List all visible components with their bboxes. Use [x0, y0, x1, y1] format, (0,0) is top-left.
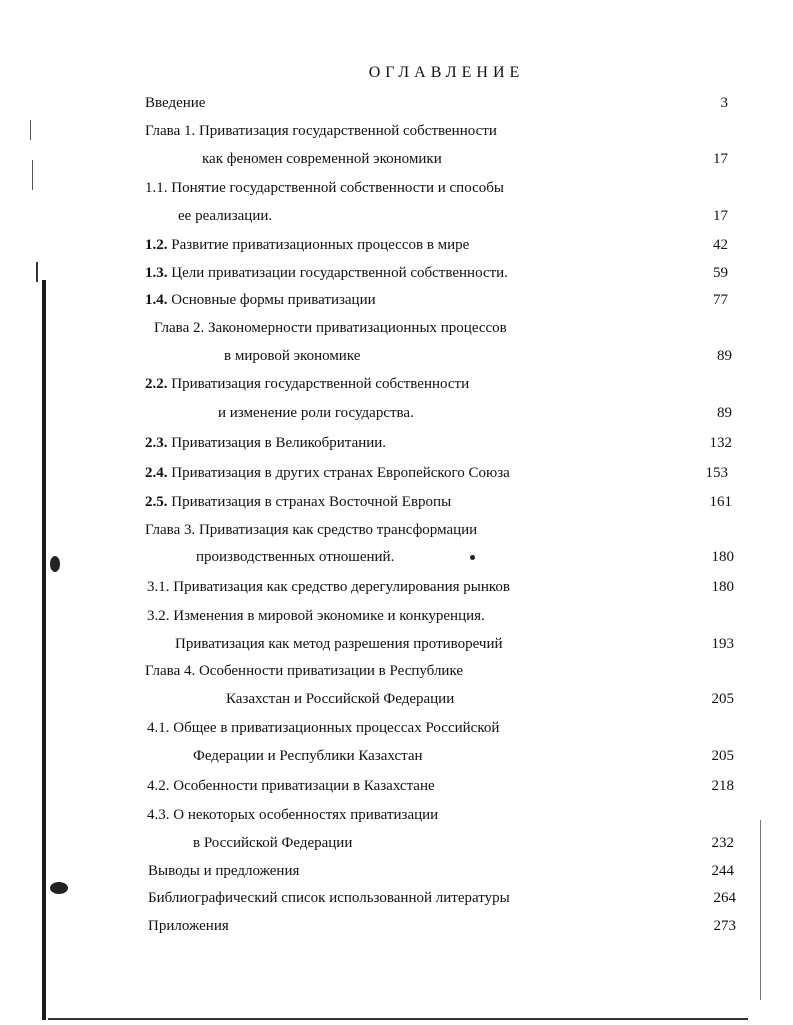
scan-mark — [760, 820, 761, 1000]
toc-entry-text: Приватизация в других странах Европейского Союза — [167, 465, 510, 481]
toc-entry-text: Приватизация государственной собственности — [167, 376, 470, 392]
toc-entry — [145, 236, 469, 254]
toc-entry — [175, 635, 503, 653]
toc-entry — [196, 548, 394, 566]
toc-entry-text: Глава 3. Приватизация как средство трансформации — [145, 522, 478, 538]
scan-edge-artifact — [42, 280, 46, 1020]
toc-entry — [145, 94, 205, 112]
toc-entry — [145, 662, 463, 680]
toc-section-number: 2.4. — [145, 465, 168, 481]
toc-entry — [145, 521, 477, 539]
toc-title: ОГЛАВЛЕНИЕ — [368, 64, 525, 81]
toc-entry — [193, 747, 423, 765]
toc-page-number: 132 — [709, 435, 732, 451]
toc-entry — [226, 690, 454, 708]
toc-page-number: 161 — [709, 494, 732, 510]
toc-page-number: 205 — [711, 691, 734, 707]
toc-page-number: 264 — [713, 890, 736, 906]
toc-entry-text: Приватизация в странах Восточной Европы — [167, 494, 452, 510]
toc-entry — [224, 347, 360, 365]
toc-entry-text: Казахстан и Российской Федерации — [226, 691, 455, 707]
toc-entry — [193, 834, 352, 852]
scan-speck — [470, 555, 475, 560]
toc-entry-text: Введение — [145, 95, 206, 111]
toc-entry-text: и изменение роли государства. — [218, 405, 414, 421]
toc-page-number: 193 — [711, 636, 734, 652]
toc-entry — [145, 122, 497, 140]
toc-page-number: 232 — [711, 835, 734, 851]
toc-entry — [145, 179, 504, 197]
toc-entry-text: Глава 1. Приватизация государственной собственности — [145, 123, 497, 139]
toc-page-number: 180 — [711, 549, 734, 565]
scan-speck — [50, 882, 68, 894]
toc-entry-text: Приватизация как метод разрешения противоречий — [175, 636, 503, 652]
toc-entry-text: как феномен современной экономики — [202, 151, 442, 167]
toc-page-number: 59 — [713, 265, 728, 281]
toc-entry — [154, 319, 507, 337]
toc-entry-text: 3.1. Приватизация как средство дерегулирования рынков — [147, 579, 510, 595]
scan-speck — [50, 556, 60, 572]
scan-mark — [30, 120, 31, 140]
toc-entry-text: 4.1. Общее в приватизационных процессах Российской — [147, 720, 500, 736]
toc-entry-text: 3.2. Изменения в мировой экономике и конкуренция. — [147, 608, 485, 624]
toc-entry-text: 4.2. Особенности приватизации в Казахстане — [147, 778, 435, 794]
scan-bottom-edge — [48, 1018, 748, 1020]
toc-section-number: 2.5. — [145, 494, 168, 510]
toc-page-number: 89 — [717, 348, 732, 364]
toc-entry — [145, 291, 376, 309]
toc-page-number: 17 — [713, 151, 728, 167]
toc-entry-text: Федерации и Республики Казахстан — [193, 748, 423, 764]
toc-entry-text: Приложения — [148, 918, 229, 934]
toc-page-number: 42 — [713, 237, 728, 253]
toc-entry-text: 4.3. О некоторых особенностях приватизации — [147, 807, 439, 823]
toc-entry-text: в мировой экономике — [224, 348, 361, 364]
toc-section-number: 2.3. — [145, 435, 168, 451]
toc-entry — [148, 862, 299, 880]
toc-entry — [202, 150, 442, 168]
toc-entry-text: Выводы и предложения — [148, 863, 300, 879]
toc-entry — [218, 404, 414, 422]
toc-page-number: 89 — [717, 405, 732, 421]
toc-section-number: 1.4. — [145, 292, 168, 308]
toc-entry — [147, 578, 510, 596]
toc-section-number: 2.2. — [145, 376, 168, 392]
toc-entry — [147, 806, 438, 824]
toc-section-number: 1.3. — [145, 265, 168, 281]
toc-page-number: 205 — [711, 748, 734, 764]
toc-page-number: 3 — [720, 95, 728, 111]
scan-mark — [32, 160, 33, 190]
toc-page-number: 153 — [705, 465, 728, 481]
toc-entry — [145, 493, 451, 511]
toc-page-number: 180 — [711, 579, 734, 595]
toc-entry — [145, 264, 508, 282]
toc-entry-text: Глава 2. Закономерности приватизационных процессов — [154, 320, 507, 336]
toc-entry-text: Приватизация в Великобритании. — [167, 435, 387, 451]
toc-page-number: 273 — [713, 918, 736, 934]
toc-entry — [148, 889, 510, 907]
toc-entry-text: Библиографический список использованной литературы — [148, 890, 510, 906]
toc-entry-text: 1.1. Понятие государственной собственности и способы — [145, 180, 504, 196]
toc-entry — [145, 464, 510, 482]
toc-entry-text: в Российской Федерации — [193, 835, 353, 851]
toc-entry-text: ее реализации. — [178, 208, 273, 224]
toc-entry — [178, 207, 272, 225]
toc-entry — [148, 917, 229, 935]
toc-entry-text: производственных отношений. — [196, 549, 395, 565]
toc-entry-text: Цели приватизации государственной собственности. — [167, 265, 508, 281]
scan-edge-artifact — [36, 262, 38, 282]
toc-entry-text: Развитие приватизационных процессов в мире — [167, 237, 470, 253]
toc-section-number: 1.2. — [145, 237, 168, 253]
toc-page-number: 244 — [711, 863, 734, 879]
toc-page-number: 17 — [713, 208, 728, 224]
toc-entry — [147, 607, 485, 625]
toc-entry — [145, 375, 469, 393]
toc-entry-text: Основные формы приватизации — [167, 292, 376, 308]
toc-entry-text: Глава 4. Особенности приватизации в Республике — [145, 663, 464, 679]
toc-entry — [147, 777, 435, 795]
toc-page-number: 77 — [713, 292, 728, 308]
toc-entry — [145, 434, 386, 452]
toc-entry — [147, 719, 499, 737]
toc-page-number: 218 — [711, 778, 734, 794]
